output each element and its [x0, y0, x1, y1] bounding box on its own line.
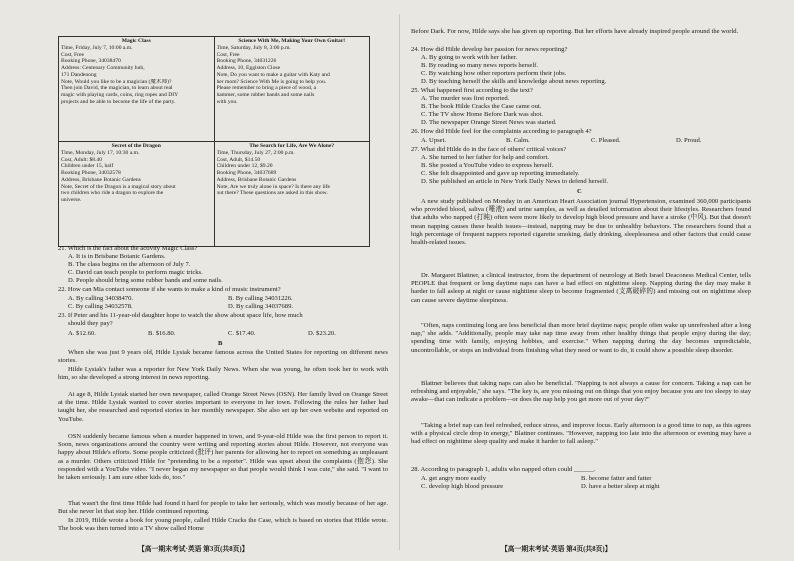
- passage-c-paragraph: "Taking a brief nap can feel refreshed, reduce stress, and improve focus. Early afternoon is a good time to nap, as this agrees with a physical circle drop in energy," Blattner continues. "However, napping too late into the afternoon or evening may have a bad effect on nighttime sleep quality and make it harder to fall asleep.": [411, 422, 751, 446]
- passage-c-paragraph: Dr. Margaret Blattner, a clinical instructor, from the department of neurology at Beth Israel Deaconess Medical Center, tells PEOPLE that frequent or long daytime naps can have a bad effect on nighttime sleep. Napping during the day may make it harder to fall asleep at night or cause nighttime sleep to become fragmented (支离破碎的) and missing out on nighttime sleep can cause severe daytime sleepiness.: [411, 272, 751, 304]
- ad-line: Cost, Free: [61, 51, 84, 58]
- q25-option-b: B. The book Hilde Cracks the Case came out.: [421, 103, 542, 110]
- q27-option-a: A. She turned to her father for help and comfort.: [421, 154, 549, 161]
- q24-option-a: A. By going to work with her father.: [421, 54, 518, 61]
- question-24: 24. How did Hilde develop her passion for news reporting?: [411, 46, 568, 53]
- question-27: 27. What did Hilde do in the face of others' critical voices?: [411, 146, 567, 153]
- q27-option-d: D. She published an article in New York Daily News to defend herself.: [421, 178, 608, 185]
- q28-option-c: C. develop high blood pressure: [421, 483, 504, 490]
- ad-line: magic with playing cards, coins, ring ropes and DIY: [61, 91, 179, 98]
- passage-c-paragraph: Blattner believes that taking naps can also be beneficial. "Napping is not always a cause for concern. Taking a nap can be refreshing and enjoyable," she says. "The key is, are you missing out on things that you enjoy because you are too sleepy to stay awake—that can indicate a problem—or does the nap help you get more out of your day?": [411, 380, 751, 404]
- passage-b-paragraph: OSN suddenly became famous when a murder happened in town, and 9-year-old Hilde was the first person to report it. Soon, news organizations around the country were writing and reporting stories about Hilde. However, not everyone was happy about Hilde's efforts. Some people criticized (批评) her parents for allowing her to report on something as unpleasant as a murder. Others criticized Hilde for "pretending to be a reporter". Hilde was upset about the complaints (抱怨). She responded with a YouTube video. "I never began my newspaper so that people would think I was cute," she said. "I want to be taken seriously. I am sure other kids do, too.": [58, 433, 388, 482]
- page-footer: 【高一期末考试·英语 第3页(共8页)】: [138, 546, 249, 553]
- passage-b-paragraph: At age 8, Hilde Lysiak started her own newspaper, called Orange Street News (OSN). Her family lived on Orange Street at the time. Hilde Lysiak wanted to cover stories important to everyone in her town. Following the rules her father had taught her, she researched and reported stories in her monthly newspaper. She also set up her own website and reported on YouTube.: [58, 391, 388, 423]
- question-21: 21. Which is the fact about the activity Magic Class?: [58, 245, 198, 252]
- q23-option-c: C. $17.40.: [228, 330, 256, 337]
- q26-option-d: D. Proud.: [676, 137, 702, 144]
- passage-b-paragraph: Hilde Lysiak's father was a reporter for New York Daily News. When she was young, he often took her to work with him, so she developed a strong interest in news reporting.: [58, 366, 388, 382]
- ad-line: Time, Thursday, July 27, 2:00 p.m.: [216, 150, 295, 156]
- passage-c-paragraph: "Often, naps continuing long are less beneficial than more brief daytime naps; people often wake up unrefreshed after a long nap," she adds. "Additionally, people may take nap time away from other healthy things that people enjoy during the day; spending time with family, enjoying hobbies, and exercise." When napping during the day becomes unpredictable, uncontrollable, or stops an individual from finishing what they need or want to do, it could show a possible sleep disorder.: [411, 322, 751, 354]
- ad-line: Note, Secret of the Dragon is a magical story about: [61, 183, 176, 190]
- passage-b-paragraph: In 2019, Hilde wrote a book for young people, called Hilde Cracks the Case, which is based on stories that Hilde wrote. The book was then turned into a TV show called Home: [58, 517, 388, 533]
- ad-line: Then join David, the magician, to learn about real: [61, 85, 173, 92]
- ad-line: 171 Dandenong: [61, 71, 97, 78]
- q23-option-b: B. $16.80.: [148, 330, 176, 337]
- q28-option-a: A. get angry more easily: [421, 475, 487, 482]
- ad-magic-class: [59, 37, 215, 142]
- q27-option-b: B. She posted a YouTube video to express herself.: [421, 162, 554, 169]
- ad-line: Address, 10, Eggiston Close: [216, 65, 281, 72]
- ad-title: The Search for Life, Are We Alone?: [249, 143, 335, 149]
- ad-line: Children under 15, half: [61, 163, 114, 170]
- ad-secret-dragon: [59, 142, 215, 247]
- ad-line: Booking Phone, 34038470: [61, 58, 121, 65]
- question-23: 23. If Peter and his 11-year-old daughter hope to watch the show about space life, how much: [58, 312, 303, 319]
- q28-option-b: B. become fatter and fatter: [581, 475, 652, 482]
- q26-option-a: A. Upset.: [421, 137, 447, 144]
- ad-line: Address, Brisbane Botanic Gardens: [216, 176, 297, 183]
- q22-option-d: D. By calling 34037689.: [228, 303, 294, 310]
- q24-option-d: D. By teaching herself the skills and knowledge about news reporting.: [421, 78, 607, 85]
- question-28: 28. According to paragraph 1, adults who napped often could ______.: [411, 466, 596, 473]
- q26-option-b: B. Calm.: [506, 137, 530, 144]
- page-right: [411, 0, 751, 561]
- ad-line: with you.: [216, 98, 238, 105]
- ad-line: Cost, Adult, $14.50: [216, 156, 261, 163]
- passage-b-conclusion: Before Dark. For now, Hilde says she has given up reporting. But her efforts have already inspired people around the world.: [411, 28, 739, 35]
- ad-line: universe.: [61, 196, 82, 203]
- passage-b-paragraph: That wasn't the first time Hilde had found it hard for people to take her seriously, which was mostly because of her age. But she never let that stop her. Hilde continued reporting.: [58, 500, 388, 516]
- q22-option-b: B. By calling 34031226.: [228, 295, 293, 302]
- q21-option-b: B. The class begins on the afternoon of July 7.: [68, 261, 191, 268]
- page-left: [58, 0, 388, 561]
- passage-c-paragraph: A new study published on Monday in an American Heart Association journal Hypertension, examined 360,000 participants who provided blood, saliva (唾液) and urine samples, as well as detailed information about their lifestyles. Researchers found that adults who napped (打盹) often were more likely to develop high blood pressure and have a stroke (中风). But that doesn't mean napping causes these health issues—instead, napping may be due to unhealthy behaviors. The researchers found that a high percentage of frequent nappers reported cigarette smoking, daily drinking, sleeplessness and other factors that could cause health-related issues.: [411, 198, 751, 247]
- ad-line: out there? These questions are asked in this show.: [216, 190, 328, 197]
- ad-title: Science With Me, Making Your Own Guitar!: [238, 38, 346, 44]
- ad-line: Cost, Free: [216, 51, 240, 58]
- q23-option-d: D. $23.20.: [308, 330, 336, 337]
- ad-line: Children under 12, $9.20: [216, 163, 273, 170]
- question-22: 22. How can Mia contact someone if she wants to make a kind of music instrument?: [58, 286, 281, 293]
- ad-line: Time, Saturday, July 8, 3:00 p.m.: [216, 45, 291, 51]
- ad-line: Cost, Adult: $8.40: [61, 156, 103, 163]
- q27-option-c: C. She felt disappointed and gave up reporting immediately.: [421, 170, 580, 177]
- q24-option-b: B. By reading so many news reports herself.: [421, 62, 539, 69]
- ad-line: Note, Do you want to make a guitar with Katy and: [216, 71, 330, 78]
- activity-ads-table: [58, 36, 370, 247]
- ad-line: Time, Friday, July 7, 10:00 a.m.: [61, 45, 133, 51]
- ad-line: two children who ride a dragon to explore the: [61, 190, 164, 197]
- q21-option-c: C. David can teach people to perform magic tricks.: [68, 269, 203, 276]
- question-26: 26. How did Hilde feel for the complaints according to paragraph 4?: [411, 128, 592, 135]
- ad-title: Magic Class: [121, 38, 151, 44]
- question-23-cont: should they pay?: [68, 320, 113, 327]
- ad-line: Address: Centenary Community hub,: [61, 65, 145, 72]
- q25-option-d: D. The newspaper Orange Street News was started.: [421, 119, 557, 126]
- q22-option-c: C. By calling 34032578.: [68, 303, 133, 310]
- ad-line: Booking Phone, 34031226: [216, 58, 277, 65]
- q28-option-d: D. have a better sleep at night: [581, 483, 660, 490]
- section-b-heading: B: [218, 340, 223, 347]
- question-25: 25. What happened first according to the text?: [411, 87, 533, 94]
- q26-option-c: C. Pleased.: [591, 137, 621, 144]
- ad-line: hammer, some rubber bands and some nails: [216, 91, 315, 98]
- q23-option-a: A. $12.60.: [68, 330, 96, 337]
- ad-line: Booking Phone, 34037689: [216, 170, 277, 177]
- ad-line: Address, Brisbane Botanic Gardens: [61, 176, 141, 183]
- ad-line: Booking Phone, 34032578: [61, 170, 121, 177]
- ad-line: Note, Would you like to be a magician (魔术师)?: [61, 78, 172, 85]
- q24-option-c: C. By watching how other reporters perform their jobs.: [421, 70, 567, 77]
- ad-science-guitar: [214, 37, 370, 142]
- section-c-heading: C: [577, 188, 582, 195]
- ad-line: Please remember to bring a piece of wood, a: [216, 85, 317, 92]
- page-divider: [399, 14, 400, 550]
- q21-option-d: D. People should bring some rubber bands and some nails.: [68, 277, 223, 284]
- q22-option-a: A. By calling 34038470.: [68, 295, 134, 302]
- q25-option-c: C. The TV show Home Before Dark was shot.: [421, 111, 543, 118]
- q25-option-a: A. The murder was first reported.: [421, 95, 510, 102]
- ad-line: projects and be able to become the life of the party.: [61, 98, 176, 105]
- ad-search-for-life: [214, 142, 370, 247]
- ad-line: Note, Are we truly alone in space? Is there any life: [216, 183, 331, 190]
- ad-line: her mom? Science With Me is going to help you.: [216, 78, 327, 85]
- ad-line: Time, Monday, July 17, 10:30 a.m.: [61, 150, 140, 156]
- passage-b-paragraph: When she was just 9 years old, Hilde Lysiak became famous across the United States for reporting on different news stories.: [58, 349, 388, 365]
- page-footer: 【高一期末考试·英语 第4页(共8页)】: [501, 546, 612, 553]
- ad-title: Secret of the Dragon: [111, 143, 161, 149]
- q21-option-a: A. It is in Brisbane Botanic Gardens.: [68, 253, 166, 260]
